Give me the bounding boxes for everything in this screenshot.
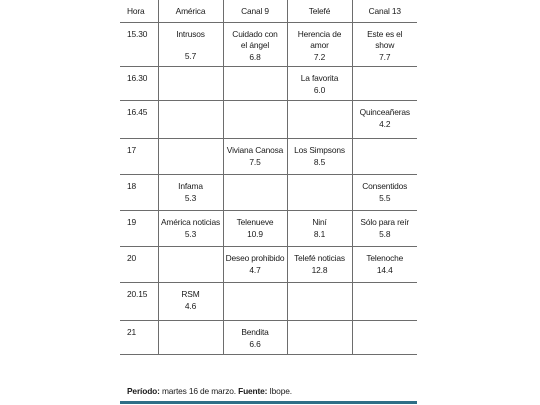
ratings-sheet [120,0,417,405]
program-cell [223,67,287,101]
program-name: La favorita [300,73,339,83]
program-name: Este es el show [367,29,403,50]
program-name: Bendita [241,327,269,337]
rating-value: 7.2 [313,52,326,62]
program-cell [223,247,287,283]
program-cell [158,101,223,139]
table-row [120,283,417,321]
rating-value: 5.7 [184,51,197,61]
program-cell [352,175,417,211]
header-telefe: Telefé [287,0,352,23]
program-cell [158,175,223,211]
table-row [120,211,417,247]
program-name: Cuidado con el ángel [232,29,278,50]
program-cell [158,211,223,247]
rating-value: 5.8 [379,229,391,239]
program-cell [352,101,417,139]
rating-value: 5.3 [184,193,197,203]
program-cell [352,139,417,175]
header-hora: Hora [120,0,158,23]
program-cell [287,211,352,247]
program-name: Telefé noticias [294,253,345,263]
header-canal-13: Canal 13 [352,0,417,23]
rating-value: 6.0 [313,85,326,95]
program-cell [223,175,287,211]
table-row [120,321,417,355]
program-cell [287,321,352,355]
table-row [120,139,417,175]
program-cell [158,67,223,101]
table-header-row [120,0,417,23]
program-cell [287,139,352,175]
program-cell [158,283,223,321]
program-cell [287,23,352,67]
program-cell [352,211,417,247]
rating-value: 4.6 [184,301,197,311]
table-row [120,175,417,211]
program-cell [287,175,352,211]
program-name: Viviana Canosa [226,145,284,155]
program-name: Quinceañeras [359,107,410,117]
program-name: Deseo prohibido [225,253,285,263]
program-name: América noticias [160,217,221,227]
rating-value: 12.8 [311,265,328,275]
program-cell [223,23,287,67]
rating-value: 5.3 [184,229,197,239]
program-name: Consentidos [362,181,408,191]
program-name: Telenoche [366,253,404,263]
ratings-table [120,0,417,355]
hora-cell: 19 [120,211,158,247]
program-cell [287,247,352,283]
program-cell [352,321,417,355]
table-body [120,23,417,355]
program-cell [287,101,352,139]
program-cell [352,247,417,283]
rating-value: 8.5 [313,157,326,167]
hora-cell: 20.15 [120,283,158,321]
program-cell [223,139,287,175]
rating-value: 7.5 [249,157,261,167]
rating-value: 10.9 [247,229,263,239]
program-name: Los Simpsons [294,145,345,155]
program-name: Herencia de amor [297,29,342,50]
footer-periodo-label: Período: [127,386,160,396]
header-canal-9: Canal 9 [223,0,287,23]
program-name: Infama [178,181,203,191]
table-footer [127,386,292,396]
hora-cell: 16.30 [120,67,158,101]
program-name: Niní [312,217,327,227]
rating-value: 4.2 [379,119,391,129]
rating-value: 4.7 [249,265,261,275]
program-cell [352,23,417,67]
program-cell [352,283,417,321]
footer-fuente-value: Ibope. [269,386,292,396]
hora-cell: 15.30 [120,23,158,67]
program-cell [287,67,352,101]
footer-periodo-value: martes 16 de marzo. [161,386,236,396]
table-row [120,101,417,139]
program-name: Sólo para reír [360,217,410,227]
table-row [120,67,417,101]
program-cell [223,101,287,139]
hora-cell: 20 [120,247,158,283]
program-name: Telenueve [236,217,274,227]
program-cell [158,247,223,283]
program-name: Intrusos [176,29,205,39]
program-cell [352,67,417,101]
rating-value: 6.6 [249,339,261,349]
program-cell [223,321,287,355]
program-cell [158,139,223,175]
program-cell [158,23,223,67]
footer-fuente-label: Fuente: [238,386,268,396]
program-cell [223,283,287,321]
hora-cell: 18 [120,175,158,211]
bottom-rule [120,401,417,404]
hora-cell: 21 [120,321,158,355]
table-row [120,23,417,67]
hora-cell: 16.45 [120,101,158,139]
program-cell [158,321,223,355]
rating-value: 14.4 [376,265,393,275]
program-cell [223,211,287,247]
rating-value: 7.7 [379,52,391,62]
table-row [120,247,417,283]
program-name: RSM [181,289,200,299]
rating-value: 5.5 [379,193,391,203]
hora-cell: 17 [120,139,158,175]
program-cell [287,283,352,321]
rating-value: 8.1 [313,229,326,239]
rating-value: 6.8 [249,52,261,62]
header-america: América [158,0,223,23]
